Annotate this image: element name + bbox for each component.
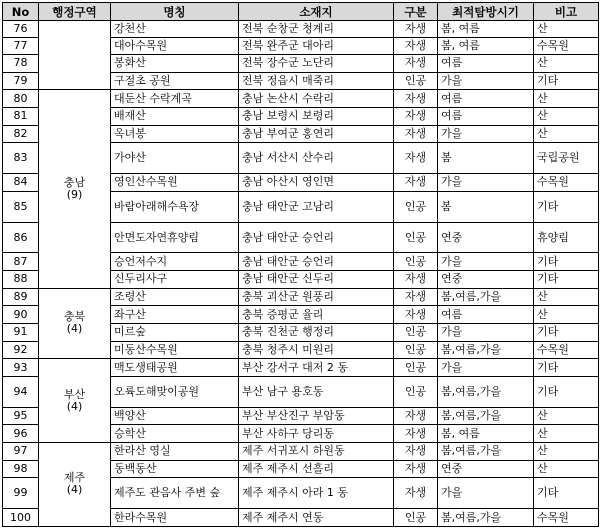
table-row — [3, 288, 599, 306]
site-location: 충남 태안군 승언리 — [239, 222, 394, 253]
site-type: 인공 — [394, 72, 438, 90]
site-name: 제주도 관음사 주변 숲 — [111, 478, 239, 509]
site-type: 인공 — [394, 191, 438, 222]
site-name: 옥녀봉 — [111, 125, 239, 143]
header-name: 명칭 — [111, 3, 239, 21]
site-name: 강천산 — [111, 21, 239, 38]
row-no: 86 — [3, 222, 39, 253]
site-type: 인공 — [394, 323, 438, 341]
row-no: 98 — [3, 460, 39, 478]
site-name: 가야산 — [111, 143, 239, 174]
best-season: 봄 — [438, 191, 534, 222]
region-cell — [39, 359, 111, 443]
best-season: 가을 — [438, 125, 534, 143]
row-no: 100 — [3, 509, 39, 527]
site-location: 충남 논산시 수락리 — [239, 90, 394, 108]
site-note: 산 — [534, 108, 599, 126]
table-row — [3, 21, 599, 38]
row-no: 91 — [3, 323, 39, 341]
row-no: 77 — [3, 37, 39, 55]
site-location: 전북 장수군 노단리 — [239, 55, 394, 73]
site-location: 충남 태안군 신두리 — [239, 271, 394, 289]
site-type: 자생 — [394, 271, 438, 289]
best-season: 여름 — [438, 306, 534, 324]
site-location: 부산 부산진구 부암동 — [239, 407, 394, 425]
region-count: (4) — [66, 322, 83, 336]
site-type: 자생 — [394, 55, 438, 73]
site-location: 제주 서귀포시 하원동 — [239, 442, 394, 460]
row-no: 92 — [3, 341, 39, 359]
site-location: 충남 아산시 영인면 — [239, 174, 394, 192]
best-season: 봄,여름,가을 — [438, 509, 534, 527]
table-row — [3, 359, 599, 377]
best-season: 여름 — [438, 55, 534, 73]
site-note: 수목원 — [534, 174, 599, 192]
header-no: No — [3, 3, 39, 21]
best-season: 봄, 여름 — [438, 21, 534, 38]
row-no: 81 — [3, 108, 39, 126]
site-type: 인공 — [394, 253, 438, 271]
region-name: 부산 — [63, 387, 86, 401]
site-type: 자생 — [394, 125, 438, 143]
site-location: 충북 증평군 율리 — [239, 306, 394, 324]
row-no: 78 — [3, 55, 39, 73]
site-type: 자생 — [394, 460, 438, 478]
site-name: 바람아래해수욕장 — [111, 191, 239, 222]
region-cell — [39, 21, 111, 90]
site-note: 산 — [534, 306, 599, 324]
site-location: 충남 보령시 보령리 — [239, 108, 394, 126]
site-name: 미르숲 — [111, 323, 239, 341]
site-note: 수목원 — [534, 341, 599, 359]
site-type: 자생 — [394, 174, 438, 192]
site-location: 부산 사하구 당리동 — [239, 425, 394, 443]
site-note: 산 — [534, 425, 599, 443]
region-count: (9) — [66, 188, 83, 202]
site-location: 충북 청주시 미원리 — [239, 341, 394, 359]
region-name: 제주 — [63, 471, 86, 485]
site-name: 대아수목원 — [111, 37, 239, 55]
region-cell — [39, 90, 111, 288]
header-type: 구분 — [394, 3, 438, 21]
best-season: 봄, 여름 — [438, 425, 534, 443]
best-season: 가을 — [438, 253, 534, 271]
site-type: 자생 — [394, 90, 438, 108]
site-note: 기타 — [534, 359, 599, 377]
row-no: 82 — [3, 125, 39, 143]
best-season: 봄, 여름 — [438, 37, 534, 55]
row-no: 90 — [3, 306, 39, 324]
site-note: 산 — [534, 460, 599, 478]
row-no: 99 — [3, 478, 39, 509]
best-season: 연중 — [438, 460, 534, 478]
site-location: 충남 서산시 산수리 — [239, 143, 394, 174]
site-name: 배재산 — [111, 108, 239, 126]
site-note: 기타 — [534, 376, 599, 407]
site-note: 산 — [534, 90, 599, 108]
site-name: 승학산 — [111, 425, 239, 443]
best-season: 가을 — [438, 323, 534, 341]
row-no: 84 — [3, 174, 39, 192]
region-name: 충북 — [63, 310, 86, 324]
best-season: 봄,여름,가을 — [438, 407, 534, 425]
row-no: 95 — [3, 407, 39, 425]
best-season: 봄,여름,가을 — [438, 288, 534, 306]
region-name: 충남 — [63, 176, 86, 190]
site-type: 인공 — [394, 509, 438, 527]
row-no: 94 — [3, 376, 39, 407]
header-region: 행정구역 — [39, 3, 111, 21]
best-season: 연중 — [438, 222, 534, 253]
site-location: 전북 순창군 청계리 — [239, 21, 394, 38]
site-location: 부산 남구 용호동 — [239, 376, 394, 407]
site-name: 봉화산 — [111, 55, 239, 73]
best-season: 연중 — [438, 271, 534, 289]
row-no: 85 — [3, 191, 39, 222]
site-location: 충북 진천군 행정리 — [239, 323, 394, 341]
site-type: 자생 — [394, 306, 438, 324]
site-location: 전북 완주군 대아리 — [239, 37, 394, 55]
site-name: 대둔산 수락계곡 — [111, 90, 239, 108]
site-note: 기타 — [534, 72, 599, 90]
row-no: 89 — [3, 288, 39, 306]
site-note: 기타 — [534, 478, 599, 509]
site-note: 기타 — [534, 323, 599, 341]
site-note: 산 — [534, 55, 599, 73]
site-type: 자생 — [394, 478, 438, 509]
site-type: 자생 — [394, 288, 438, 306]
site-note: 휴양림 — [534, 222, 599, 253]
site-type: 자생 — [394, 37, 438, 55]
site-name: 신두리사구 — [111, 271, 239, 289]
table-header-row — [3, 3, 599, 21]
best-season: 봄 — [438, 143, 534, 174]
best-season: 가을 — [438, 72, 534, 90]
table-row — [3, 90, 599, 108]
site-location: 제주 제주시 아라 1 동 — [239, 478, 394, 509]
site-name: 구절초 공원 — [111, 72, 239, 90]
site-type: 자생 — [394, 425, 438, 443]
header-location: 소재지 — [239, 3, 394, 21]
site-name: 안면도자연휴양림 — [111, 222, 239, 253]
site-type: 인공 — [394, 341, 438, 359]
plant-sites-table — [2, 2, 599, 527]
site-name: 오륙도해맞이공원 — [111, 376, 239, 407]
region-cell — [39, 442, 111, 526]
row-no: 76 — [3, 21, 39, 38]
header-season: 최적탐방시기 — [438, 3, 534, 21]
site-type: 인공 — [394, 376, 438, 407]
site-location: 충남 부여군 홍연리 — [239, 125, 394, 143]
site-name: 백양산 — [111, 407, 239, 425]
site-type: 인공 — [394, 222, 438, 253]
best-season: 가을 — [438, 174, 534, 192]
site-name: 미동산수목원 — [111, 341, 239, 359]
site-name: 동백동산 — [111, 460, 239, 478]
region-cell — [39, 288, 111, 359]
site-note: 기타 — [534, 253, 599, 271]
site-location: 제주 제주시 연동 — [239, 509, 394, 527]
best-season: 봄,여름,가을 — [438, 341, 534, 359]
site-name: 좌구산 — [111, 306, 239, 324]
site-name: 조령산 — [111, 288, 239, 306]
row-no: 96 — [3, 425, 39, 443]
best-season: 가을 — [438, 478, 534, 509]
site-location: 충남 태안군 승언리 — [239, 253, 394, 271]
site-name: 한라수목원 — [111, 509, 239, 527]
site-note: 산 — [534, 407, 599, 425]
header-note: 비고 — [534, 3, 599, 21]
row-no: 88 — [3, 271, 39, 289]
table-row — [3, 442, 599, 460]
site-location: 충북 괴산군 원풍리 — [239, 288, 394, 306]
site-note: 산 — [534, 21, 599, 38]
best-season: 봄,여름,가을 — [438, 442, 534, 460]
best-season: 가을 — [438, 359, 534, 377]
region-count: (4) — [66, 483, 83, 497]
row-no: 80 — [3, 90, 39, 108]
site-note: 수목원 — [534, 37, 599, 55]
best-season: 여름 — [438, 108, 534, 126]
document-page — [2, 2, 598, 527]
site-type: 인공 — [394, 359, 438, 377]
site-name: 한라산 영실 — [111, 442, 239, 460]
row-no: 97 — [3, 442, 39, 460]
site-location: 충남 태안군 고남리 — [239, 191, 394, 222]
best-season: 여름 — [438, 90, 534, 108]
site-name: 맥도생태공원 — [111, 359, 239, 377]
site-type: 자생 — [394, 143, 438, 174]
row-no: 79 — [3, 72, 39, 90]
site-name: 승언저수지 — [111, 253, 239, 271]
row-no: 83 — [3, 143, 39, 174]
site-note: 산 — [534, 288, 599, 306]
site-note: 기타 — [534, 271, 599, 289]
table-body — [3, 21, 599, 527]
site-location: 제주 제주시 선흘리 — [239, 460, 394, 478]
site-type: 자생 — [394, 21, 438, 38]
site-name: 영인산수목원 — [111, 174, 239, 192]
region-count: (4) — [66, 399, 83, 413]
site-type: 자생 — [394, 407, 438, 425]
site-type: 자생 — [394, 108, 438, 126]
site-note: 기타 — [534, 191, 599, 222]
site-type: 자생 — [394, 442, 438, 460]
row-no: 87 — [3, 253, 39, 271]
site-note: 산 — [534, 125, 599, 143]
site-location: 전북 정읍시 매죽리 — [239, 72, 394, 90]
site-note: 국립공원 — [534, 143, 599, 174]
site-location: 부산 강서구 대저 2 동 — [239, 359, 394, 377]
site-note: 수목원 — [534, 509, 599, 527]
site-note: 산 — [534, 442, 599, 460]
row-no: 93 — [3, 359, 39, 377]
best-season: 봄,여름,가을 — [438, 376, 534, 407]
